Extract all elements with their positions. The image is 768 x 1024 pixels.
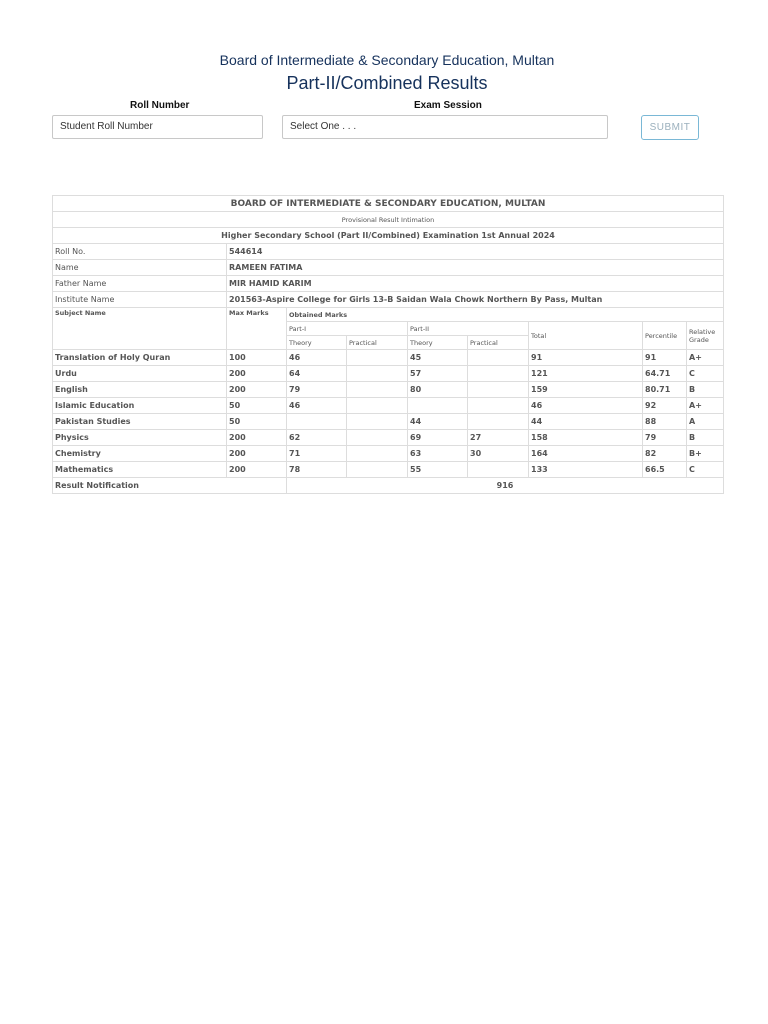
- obtained-marks-header: Obtained Marks: [287, 308, 724, 322]
- part1-theory: 46: [287, 398, 347, 414]
- part1-practical: [347, 414, 408, 430]
- result-board-title: BOARD OF INTERMEDIATE & SECONDARY EDUCATION, MULTAN: [53, 196, 724, 212]
- subject-row: [53, 446, 724, 462]
- submit-button[interactable]: SUBMIT: [641, 115, 699, 140]
- max-marks: 200: [227, 462, 287, 478]
- part2-practical: [468, 350, 529, 366]
- relative-grade: C: [687, 366, 724, 382]
- part1-theory: [287, 414, 347, 430]
- subject-row: [53, 462, 724, 478]
- subject-row: [53, 382, 724, 398]
- part2-theory: 55: [408, 462, 468, 478]
- roll-number-input[interactable]: Student Roll Number: [52, 115, 263, 139]
- part1-practical: [347, 446, 408, 462]
- institute-label: Institute Name: [53, 292, 227, 308]
- subject-row: [53, 430, 724, 446]
- max-marks: 100: [227, 350, 287, 366]
- exam-title: Higher Secondary School (Part II/Combined) Examination 1st Annual 2024: [53, 228, 724, 244]
- total: 133: [529, 462, 643, 478]
- part2-practical: [468, 462, 529, 478]
- part2-practical: [468, 398, 529, 414]
- max-marks-header: Max Marks: [227, 308, 287, 350]
- roll-no-label: Roll No.: [53, 244, 227, 260]
- subject-row: [53, 398, 724, 414]
- subject-name: Translation of Holy Quran: [53, 350, 227, 366]
- subject-name: English: [53, 382, 227, 398]
- relative-grade: A+: [687, 350, 724, 366]
- part2-theory: 44: [408, 414, 468, 430]
- part1-theory: 71: [287, 446, 347, 462]
- max-marks: 200: [227, 446, 287, 462]
- subject-row: [53, 414, 724, 430]
- subject-row: [53, 350, 724, 366]
- part2-practical: 27: [468, 430, 529, 446]
- percentile: 88: [643, 414, 687, 430]
- percentile-header: Percentile: [643, 322, 687, 350]
- part1-practical: [347, 382, 408, 398]
- roll-no-value: 544614: [227, 244, 724, 260]
- name-label: Name: [53, 260, 227, 276]
- relative-grade: C: [687, 462, 724, 478]
- subject-name: Urdu: [53, 366, 227, 382]
- part1-practical: [347, 398, 408, 414]
- subject-name: Mathematics: [53, 462, 227, 478]
- max-marks: 200: [227, 430, 287, 446]
- part2-practical: [468, 366, 529, 382]
- part1-practical: [347, 430, 408, 446]
- part2-header: Part-II: [408, 322, 529, 336]
- percentile: 64.71: [643, 366, 687, 382]
- max-marks: 200: [227, 366, 287, 382]
- percentile: 79: [643, 430, 687, 446]
- board-heading: Board of Intermediate & Secondary Education, Multan: [219, 52, 555, 68]
- part1-theory-header: Theory: [287, 336, 347, 350]
- percentile: 66.5: [643, 462, 687, 478]
- part2-practical-header: Practical: [468, 336, 529, 350]
- percentile: 82: [643, 446, 687, 462]
- result-table: [52, 195, 724, 494]
- relative-grade-header: Relative Grade: [687, 322, 724, 350]
- roll-number-label: Roll Number: [130, 100, 190, 111]
- part2-theory: [408, 398, 468, 414]
- part2-theory-header: Theory: [408, 336, 468, 350]
- part2-practical: [468, 382, 529, 398]
- student-name: RAMEEN FATIMA: [227, 260, 724, 276]
- page-title: Part-II/Combined Results: [286, 73, 488, 93]
- part1-header: Part-I: [287, 322, 408, 336]
- part1-theory: 64: [287, 366, 347, 382]
- part2-theory: 63: [408, 446, 468, 462]
- part1-theory: 62: [287, 430, 347, 446]
- part2-practical: [468, 414, 529, 430]
- part1-practical: [347, 366, 408, 382]
- subject-name-header: Subject Name: [53, 308, 227, 350]
- total: 159: [529, 382, 643, 398]
- part2-theory: 45: [408, 350, 468, 366]
- part1-theory: 46: [287, 350, 347, 366]
- percentile: 92: [643, 398, 687, 414]
- relative-grade: B: [687, 430, 724, 446]
- relative-grade: B+: [687, 446, 724, 462]
- exam-session-select[interactable]: Select One . . .: [282, 115, 608, 139]
- total: 44: [529, 414, 643, 430]
- relative-grade: A+: [687, 398, 724, 414]
- part2-practical: 30: [468, 446, 529, 462]
- percentile: 91: [643, 350, 687, 366]
- subject-name: Physics: [53, 430, 227, 446]
- part1-practical-header: Practical: [347, 336, 408, 350]
- part2-theory: 80: [408, 382, 468, 398]
- part2-theory: 69: [408, 430, 468, 446]
- max-marks: 50: [227, 414, 287, 430]
- total-header: Total: [529, 322, 643, 350]
- subject-row: [53, 366, 724, 382]
- exam-session-label: Exam Session: [414, 100, 482, 111]
- institute-value: 201563-Aspire College for Girls 13-B Saidan Wala Chowk Northern By Pass, Multan: [227, 292, 724, 308]
- result-notification-value: 916: [287, 478, 724, 494]
- max-marks: 50: [227, 398, 287, 414]
- part2-theory: 57: [408, 366, 468, 382]
- subject-name: Islamic Education: [53, 398, 227, 414]
- total: 158: [529, 430, 643, 446]
- part1-theory: 78: [287, 462, 347, 478]
- subject-name: Pakistan Studies: [53, 414, 227, 430]
- max-marks: 200: [227, 382, 287, 398]
- part1-theory: 79: [287, 382, 347, 398]
- father-name-value: MIR HAMID KARIM: [227, 276, 724, 292]
- relative-grade: B: [687, 382, 724, 398]
- total: 164: [529, 446, 643, 462]
- total: 91: [529, 350, 643, 366]
- total: 121: [529, 366, 643, 382]
- percentile: 80.71: [643, 382, 687, 398]
- part1-practical: [347, 350, 408, 366]
- subject-name: Chemistry: [53, 446, 227, 462]
- father-name-label: Father Name: [53, 276, 227, 292]
- relative-grade: A: [687, 414, 724, 430]
- result-notification-label: Result Notification: [53, 478, 287, 494]
- total: 46: [529, 398, 643, 414]
- provisional-intimation: Provisional Result Intimation: [53, 212, 724, 228]
- part1-practical: [347, 462, 408, 478]
